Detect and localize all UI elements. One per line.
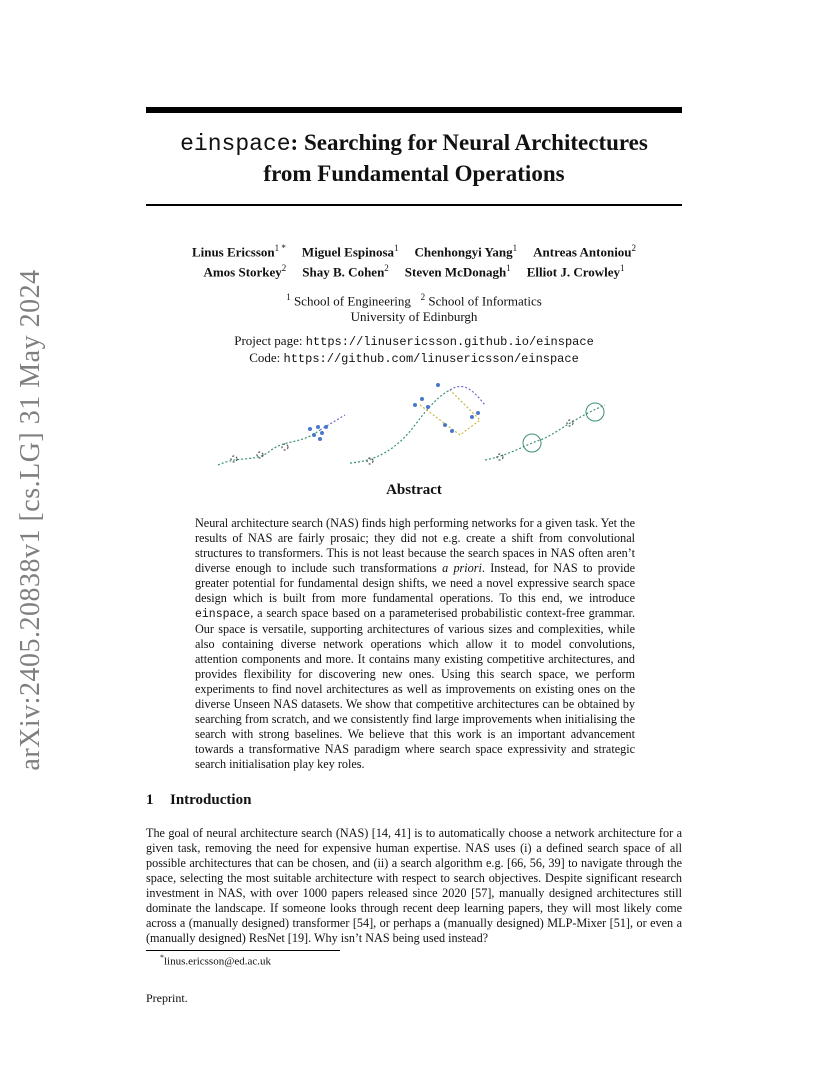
affiliation-1: School of Engineering [293,293,411,309]
author: Amos Storkey$^2$ [203,263,287,280]
architecture-graph-1 [218,415,345,465]
arxiv-identifier: arXiv:2405.20838v1 [cs.LG] 31 May 2024 [15,269,46,771]
title-mono: einspace [180,131,291,157]
abstract-heading: Abstract [386,482,442,498]
author: Steven McDonagh$^1$ [404,263,511,280]
architecture-graph-3 [485,405,605,460]
author-row-2 [146,260,682,280]
introduction-body: The goal of neural architecture search (NAS) [14, 41] is to automatically choose a network architecture for a given task, removing the need for expensive human expertise. NAS uses (i) a defined search space of all possible architectures that can be chosen, and (ii) a search algorithm e.g. [66, 56, 39] to navigate through the space, selecting the most suitable architecture with respect to search objectives. Despite significant research investment in NAS, with over 1000 papers released since 2020 [57], manually designed architectures still dominate the landscape. If someone looks through recent deep learning papers, they will most likely come across a (manually designed) transformer [54], or perhaps a (manually designed) MLP-Mixer [51], or even a (manually designed) ResNet [19]. Why isn’t NAS being used instead? [146,826,682,945]
author: Linus Ericsson$^{1 *}$ [191,243,286,260]
author-list [146,240,682,281]
project-links: Project page: https://linusericsson.github.io/einspace Code: https://github.com/linusericsson/einspace [234,333,594,366]
affiliations: $^1$ School of Engineering $^2$ School of Informatics University of Edinburgh [146,289,682,325]
footnote: *linus.ericsson@ed.ac.uk [160,953,271,968]
project-page-link[interactable]: https://linusericsson.github.io/einspace [305,335,594,349]
architecture-graph-2 [350,386,485,464]
abstract-body: Neural architecture search (NAS) finds high performing networks for a given task. Yet the results of NAS are fairly prosaic; they did not e.g. create a shift from convolutional structures to transformers. This is not least because the search spaces in NAS often aren’t diverse enough to include such transformations a priori. Instead, for NAS to provide greater potential for fundamental design shifts, we need a novel expressive search space design which is built from more fundamental operations. To this end, we introduce einspace, a search space based on a parameterised probabilistic context-free grammar. Our space is versatile, supporting architectures of various sizes and complexities, while also containing diverse network operations which allow it to model convolutions, attention components and more. It contains many existing competitive architectures, and provides flexibility for discovering new ones. Using this search space, we perform experiments to find novel architectures as well as improvements on existing ones on the diverse Unseen NAS datasets. We show that competitive architectures can be obtained by searching from scratch, and we consistently find large improvements when initialising the search with strong baselines. We believe that this work is an important advancement towards a transformative NAS paradigm where search space expressivity and strategic search initialisation play key roles. [195,516,635,771]
author: Miguel Espinosa$^1$ [301,243,399,260]
title-line1: : Searching for Neural Architectures [290,130,648,155]
author: Chenhongyi Yang$^1$ [414,243,518,260]
author: Antreas Antoniou$^2$ [533,243,637,260]
code-link[interactable]: https://github.com/linusericsson/einspace [283,352,579,366]
affiliation-2: School of Informatics [428,293,542,309]
footnote-rule [146,950,340,951]
university: University of Edinburgh [350,309,478,325]
arxiv-sidebar [8,270,54,770]
author: Shay B. Cohen$^2$ [302,263,389,280]
title-line2: from Fundamental Operations [263,161,565,186]
author-row-1 [146,240,682,260]
title-top-rule [146,107,682,113]
preprint-footer: Preprint. [146,991,188,1005]
architecture-cluster-1 [308,425,328,441]
author: Elliot J. Crowley$^1$ [526,263,625,280]
section-heading-introduction: 1 Introduction [146,792,252,808]
title-bottom-rule [146,204,682,206]
architecture-figure [210,375,620,475]
paper-title [146,128,682,188]
